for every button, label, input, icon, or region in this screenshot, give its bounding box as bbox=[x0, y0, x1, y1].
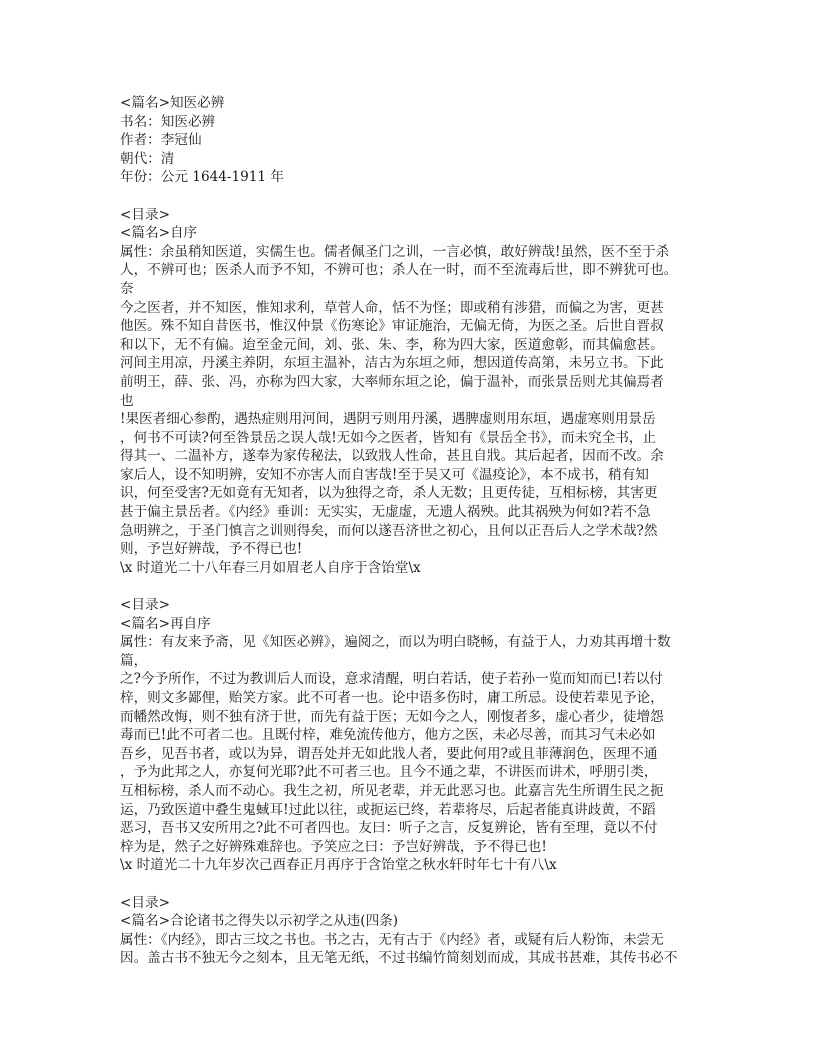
toc-tag: <目录> bbox=[120, 894, 170, 911]
text-line: 梓为是，然子之好辨殊难辞也。予笑应之曰：予岂好辨哉，予不得已也! bbox=[120, 838, 547, 855]
text-line: 吾乡，见吾书者，或以为异，谓吾处并无如此戕人者，要此何用?或且菲薄润色，医理不通 bbox=[120, 745, 658, 762]
text-line: ，何书不可读?何至咎景岳之误人哉!无如今之医者，皆知有《景岳全书》，而未究全书，止 bbox=[120, 429, 657, 446]
spacer bbox=[120, 187, 710, 206]
text-line: 奈 bbox=[120, 280, 134, 297]
spacer bbox=[120, 875, 710, 894]
text-line: 今之医者，并不知医，惟知求利，草菅人命，恬不为怪；即或稍有涉猎，而偏之为害，更甚 bbox=[120, 299, 664, 316]
signature-line: \x 时道光二十八年春三月如眉老人自序于含饴堂\x bbox=[120, 559, 421, 576]
text-line: 人，不辨可也；医杀人而予不知，不辨可也；杀人在一时，而不至流毒后世，即不辨犹可也。 bbox=[120, 262, 678, 279]
text-line: 之?今予所作，不过为教训后人而设，意求清醒，明白若话，使子若孙一览而知而已!若以付 bbox=[120, 671, 663, 688]
section-second-preface bbox=[120, 596, 710, 875]
spacer bbox=[120, 577, 710, 596]
text-line: 梓，则文多鄙俚，贻笑方家。此不可者一也。论中语多伤时，庸工所忌。设使若辈见予论， bbox=[120, 690, 664, 706]
text-line: 毒而已!此不可者二也。且既付梓，难免流传他方，他方之医，未必尽善，而其习气未必如 bbox=[120, 727, 656, 744]
text-line: 恶习，吾书又安所用之?此不可者四也。友曰：听子之言，反复辨论，皆有至理，竟以不付 bbox=[120, 820, 658, 837]
text-line: 因。盖古书不独无今之刻本，且无笔无纸，不过书编竹简刻划而成，其成书甚难，其传书必不 bbox=[120, 950, 678, 967]
text-line: 河间主用凉，丹溪主养阴，东垣主温补，洁古为东垣之师，想因道传高第，未另立书。下此 bbox=[120, 355, 664, 372]
text-line: 属性：余虽稍知医道，实儒生也。儒者佩圣门之训，一言必慎，敢好辨哉!虽然，医不至于杀 bbox=[120, 243, 670, 260]
text-line: 和以下，无不有偏。迨至金元间，刘、张、朱、李，称为四大家，医道愈彰，而其偏愈甚。 bbox=[120, 336, 664, 353]
text-line: ，予为此邦之人，亦复何光耶?此不可者三也。且今不通之辈，不讲医而讲术，呼朋引类， bbox=[120, 764, 658, 781]
section-preface bbox=[120, 206, 710, 578]
dynasty: 朝代：清 bbox=[120, 150, 175, 167]
text-line: 则，予岂好辨哉，予不得已也! bbox=[120, 541, 303, 558]
toc-tag: <目录> bbox=[120, 206, 170, 223]
text-line: 运，乃致医道中叠生鬼蜮耳!过此以往，或扼运已终，若辈将尽，后起者能真讲歧黄，不蹈 bbox=[120, 801, 656, 818]
text-line: 得其一、二温补方，遂奉为家传秘法，以致戕人性命，甚且自戕。其后起者，因而不改。余 bbox=[120, 448, 664, 465]
signature-line: \x 时道光二十九年岁次己酉春正月再序于含饴堂之秋水轩时年七十有八\x bbox=[120, 857, 557, 874]
text-line: 也 bbox=[120, 392, 134, 409]
book-name: 书名：知医必辨 bbox=[120, 113, 216, 130]
section-title: <篇名>自序 bbox=[120, 225, 198, 242]
text-line: 家后人，设不知明辨，安知不亦害人而自害哉!至于吴又可《温疫论》，本不成书，稍有知 bbox=[120, 466, 649, 483]
text-line: 前明王，薛、张、冯，亦称为四大家，大率师东垣之论，偏于温补，而张景岳则尤其偏焉者 bbox=[120, 373, 664, 390]
section-book-review bbox=[120, 894, 710, 968]
text-line: 属性：《内经》，即古三坟之书也。书之古，无有古于《内经》者，或疑有后人粉饰，未尝无 bbox=[120, 931, 664, 948]
toc-tag: <目录> bbox=[120, 597, 170, 614]
text-line: 识，何至受害?无如竟有无知者，以为独得之奇，杀人无数；且更传徒，互相标榜，其害更 bbox=[120, 485, 658, 502]
text-line: 急明辨之，于圣门慎言之训则得矣，而何以遂吾济世之初心，且何以正吾后人之学术哉?然 bbox=[120, 522, 658, 539]
text-line: 篇， bbox=[120, 652, 148, 669]
text-line: !果医者细心参酌，遇热症则用河间，遇阴亏则用丹溪，遇脾虚则用东垣，遇虚寒则用景岳 bbox=[120, 411, 656, 428]
section-title: <篇名>合论诸书之得失以示初学之从违(四条) bbox=[120, 913, 399, 930]
text-line: 属性：有友来予斋，见《知医必辨》，遍阅之，而以为明白晓畅，有益于人，力劝其再增十数 bbox=[120, 634, 671, 651]
document-page bbox=[120, 94, 710, 968]
years: 年份：公元 1644-1911 年 bbox=[120, 169, 284, 186]
text-line: 而幡然改悔，则不独有济于世，而先有益于医；无如今之人，刚愎者多，虚心者少，徒增怨 bbox=[120, 708, 664, 725]
section-title: <篇名>再自序 bbox=[120, 615, 211, 632]
text-line: 甚于偏主景岳者。《内经》垂训：无实实，无虚虚，无遗人祸殃。此其祸殃为何如?若不急 bbox=[120, 504, 651, 521]
title-line: <篇名>知医必辨 bbox=[120, 95, 225, 111]
text-line: 他医。殊不知自昔医书，惟汉仲景《伤寒论》审证施治，无偏无倚，为医之圣。后世自晋叔 bbox=[120, 318, 664, 335]
author: 作者：李冠仙 bbox=[120, 132, 202, 149]
text-line: 互相标榜，杀人而不动心。我生之初，所见老辈，并无此恶习也。此嘉言先生所谓生民之扼 bbox=[120, 782, 664, 799]
